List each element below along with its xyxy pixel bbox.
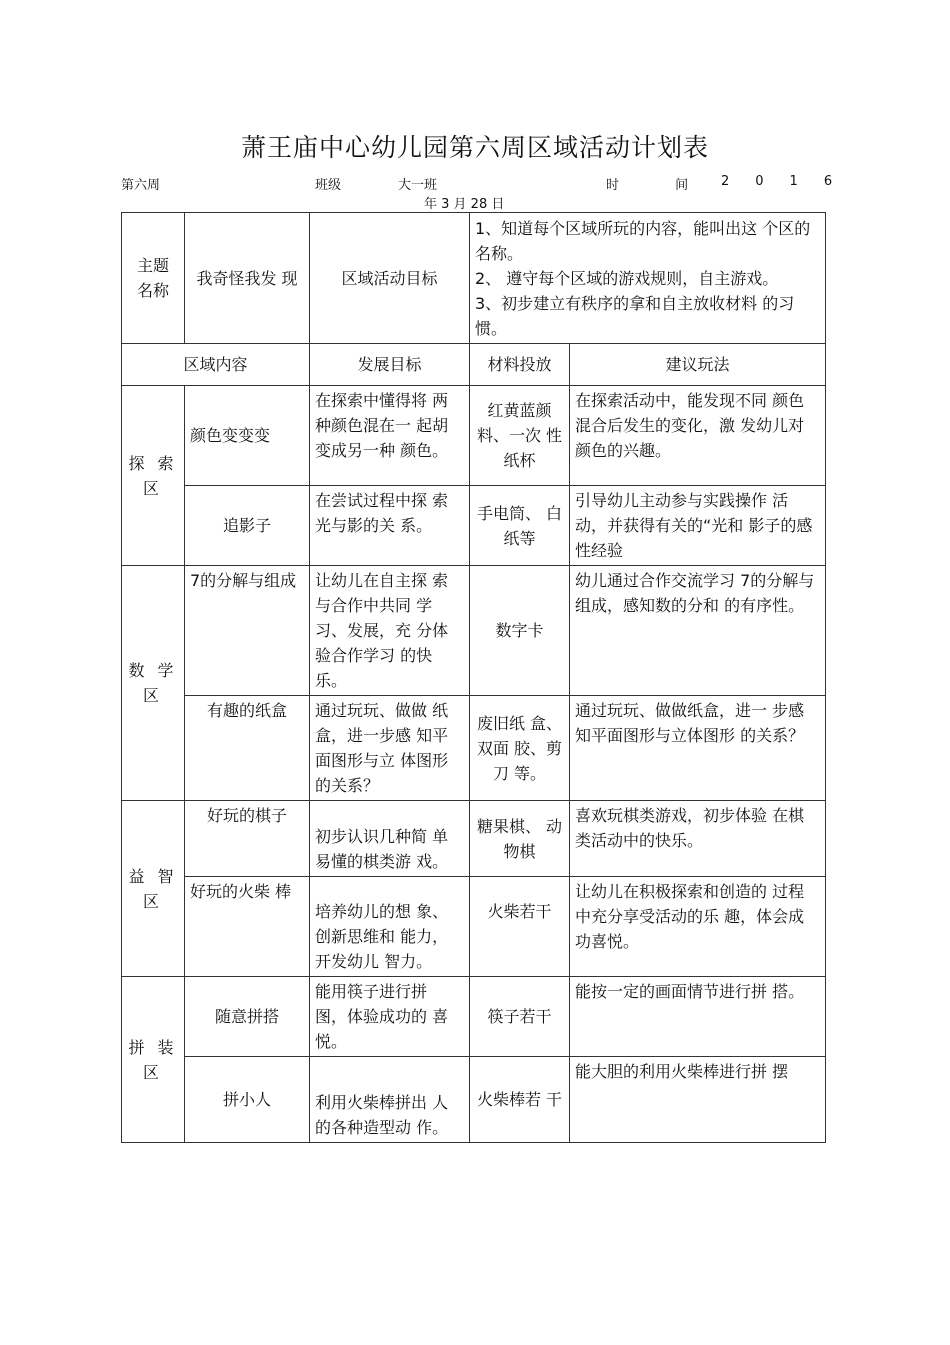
area-play: 在探索活动中，能发现不同 颜色混合后发生的变化，激 发幼儿对颜色的兴趣。 <box>570 386 826 486</box>
column-header: 发展目标 <box>310 344 470 386</box>
area-content: 拼小人 <box>185 1057 310 1143</box>
area-play: 能按一定的画面情节进行拼 搭。 <box>570 977 826 1057</box>
area-material: 废旧纸 盒、双面 胶、剪刀 等。 <box>470 696 570 801</box>
area-play: 通过玩玩、做做纸盒，进一 步感知平面图形与立体图形 的关系？ <box>570 696 826 801</box>
area-material: 红黄蓝颜料、一次 性纸杯 <box>470 386 570 486</box>
area-material: 筷子若干 <box>470 977 570 1057</box>
zone-name: 拼 装 区 <box>122 977 185 1143</box>
theme-label: 主题 名称 <box>122 213 185 344</box>
page-title: 萧王庙中心幼儿园第六周区域活动计划表 <box>240 133 709 162</box>
area-content: 追影子 <box>185 486 310 566</box>
zone-name: 益 智 区 <box>122 801 185 977</box>
column-header: 区域内容 <box>122 344 310 386</box>
goal-item: 2、 遵守每个区域的游戏规则，自主游戏。 <box>475 268 779 288</box>
zone-name: 探 索 区 <box>122 386 185 566</box>
area-goal: 让幼儿在自主探 索与合作中共同 学习、发展，充 分体验合作学习 的快乐。 <box>310 566 470 696</box>
goal-label: 区域活动目标 <box>310 213 470 344</box>
zone-name: 数 学 区 <box>122 566 185 801</box>
area-play: 引导幼儿主动参与实践操作 活动，并获得有关的“光和 影子的感性经验 <box>570 486 826 566</box>
class-value: 大一班 <box>398 178 438 193</box>
area-play: 幼儿通过合作交流学习 7的分解与组成，感知数的分和 的有序性。 <box>570 566 826 696</box>
area-goal: 能用筷子进行拼 图，体验成功的 喜悦。 <box>310 977 470 1057</box>
area-goal: 利用火柴棒拼出 人的各种造型动 作。 <box>310 1057 470 1143</box>
area-play: 让幼儿在积极探索和创造的 过程中充分享受活动的乐 趣，体会成功喜悦。 <box>570 877 826 977</box>
column-header: 建议玩法 <box>570 344 826 386</box>
area-material: 火柴棒若 干 <box>470 1057 570 1143</box>
area-goal: 培养幼儿的想 象、创新思维和 能力，开发幼儿 智力。 <box>310 877 470 977</box>
area-content: 有趣的纸盒 <box>185 696 310 801</box>
goal-item: 3、初步建立有秩序的拿和自主放收材料 的习惯。 <box>475 293 795 338</box>
area-content: 随意拼搭 <box>185 977 310 1057</box>
date-value: 年 3 月 28 日 <box>424 197 505 212</box>
area-goal: 在探索中懂得将 两种颜色混在一 起胡变成另一种 颜色。 <box>310 386 470 486</box>
column-header: 材料投放 <box>470 344 570 386</box>
activity-plan-table <box>121 212 826 1143</box>
time-label: 时 间 <box>606 178 715 193</box>
area-content: 好玩的火柴 棒 <box>185 877 310 977</box>
area-goal: 初步认识几种简 单易懂的棋类游 戏。 <box>310 801 470 877</box>
goal-item: 1、知道每个区域所玩的内容，能叫出这 个区的名称。 <box>475 218 811 263</box>
year-value: 2016 <box>721 174 859 189</box>
area-material: 手电筒、 白纸等 <box>470 486 570 566</box>
area-play: 喜欢玩棋类游戏，初步体验 在棋类活动中的快乐。 <box>570 801 826 877</box>
class-label: 班级 <box>315 178 342 193</box>
area-content: 7的分解与组成 <box>185 566 310 696</box>
area-content: 颜色变变变 <box>185 386 310 486</box>
theme-value: 我奇怪我发 现 <box>185 213 310 344</box>
area-goal: 通过玩玩、做做 纸盒，进一步感 知平面图形与立 体图形的关系？ <box>310 696 470 801</box>
area-material: 糖果棋、 动物棋 <box>470 801 570 877</box>
area-material: 数字卡 <box>470 566 570 696</box>
week-label: 第六周 <box>121 178 161 193</box>
area-content: 好玩的棋子 <box>185 801 310 877</box>
area-goal: 在尝试过程中探 索光与影的关 系。 <box>310 486 470 566</box>
area-material: 火柴若干 <box>470 877 570 977</box>
area-play: 能大胆的利用火柴棒进行拼 摆 <box>570 1057 826 1143</box>
goal-list <box>470 213 826 344</box>
